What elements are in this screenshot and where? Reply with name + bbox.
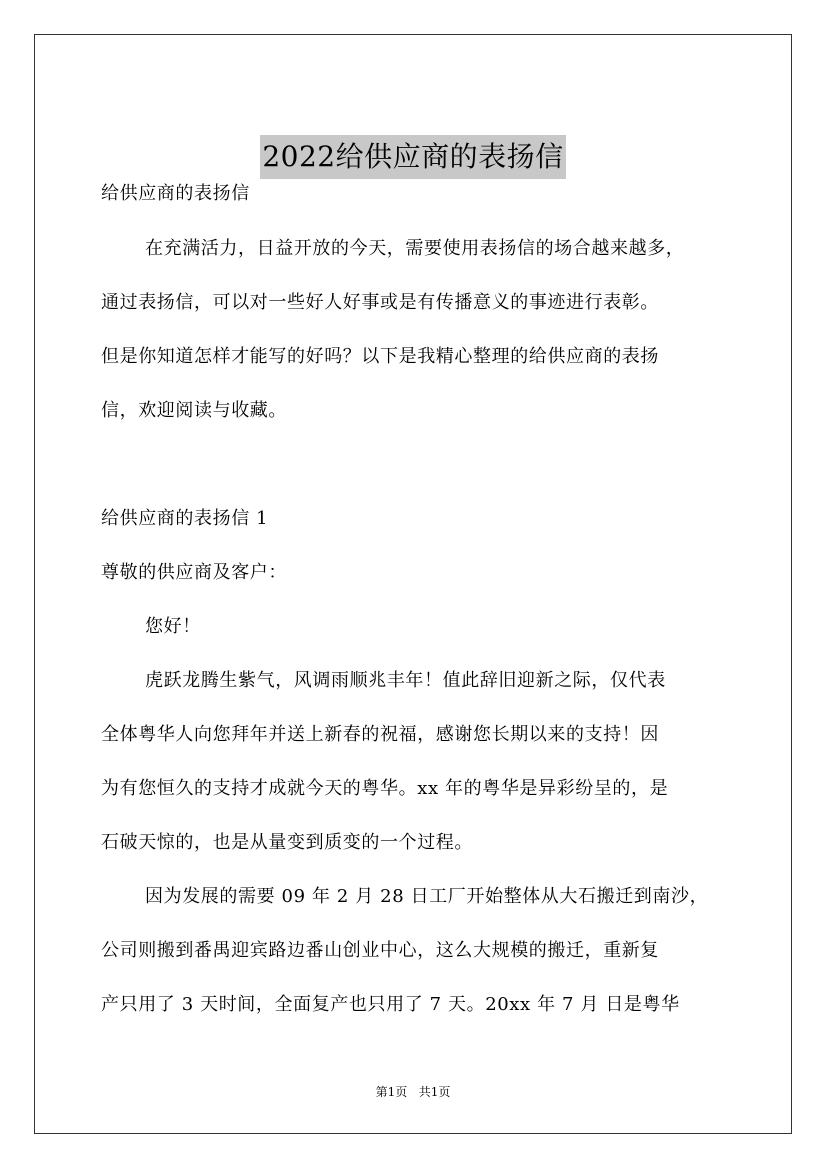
intro-line: 信，欢迎阅读与收藏。 <box>101 400 287 421</box>
paragraph-line: 虎跃龙腾生紫气，风调雨顺兆丰年！值此辞旧迎新之际，仅代表 <box>145 670 666 691</box>
section-title: 给供应商的表扬信 1 <box>101 508 269 529</box>
intro-line: 通过表扬信，可以对一些好人好事或是有传播意义的事迹进行表彰。 <box>101 292 659 313</box>
page-number: 第1页 共1页 <box>375 1085 451 1099</box>
title-container <box>35 135 791 179</box>
paragraph-line: 全体粤华人向您拜年并送上新春的祝福，感谢您长期以来的支持！因 <box>101 724 659 745</box>
salutation: 尊敬的供应商及客户： <box>101 562 287 583</box>
document-page <box>34 34 792 1134</box>
paragraph-line: 因为发展的需要 09 年 2 月 28 日工厂开始整体从大石搬迁到南沙， <box>145 886 709 907</box>
paragraph-line: 石破天惊的，也是从量变到质变的一个过程。 <box>101 832 473 853</box>
greeting: 您好！ <box>145 616 201 637</box>
intro-line: 在充满活力，日益开放的今天，需要使用表扬信的场合越来越多， <box>145 238 685 259</box>
paragraph-line: 公司则搬到番禺迎宾路边番山创业中心，这么大规模的搬迁，重新复 <box>101 940 659 961</box>
document-heading: 给供应商的表扬信 <box>101 183 250 204</box>
paragraph-line: 为有您恒久的支持才成就今天的粤华。xx 年的粤华是异彩纷呈的，是 <box>101 778 669 799</box>
paragraph-line: 产只用了 3 天时间，全面复产也只用了 7 天。20xx 年 7 月 日是粤华 <box>101 994 680 1015</box>
document-title: 2022给供应商的表扬信 <box>260 135 565 179</box>
intro-line: 但是你知道怎样才能写的好吗？以下是我精心整理的给供应商的表扬 <box>101 346 659 367</box>
